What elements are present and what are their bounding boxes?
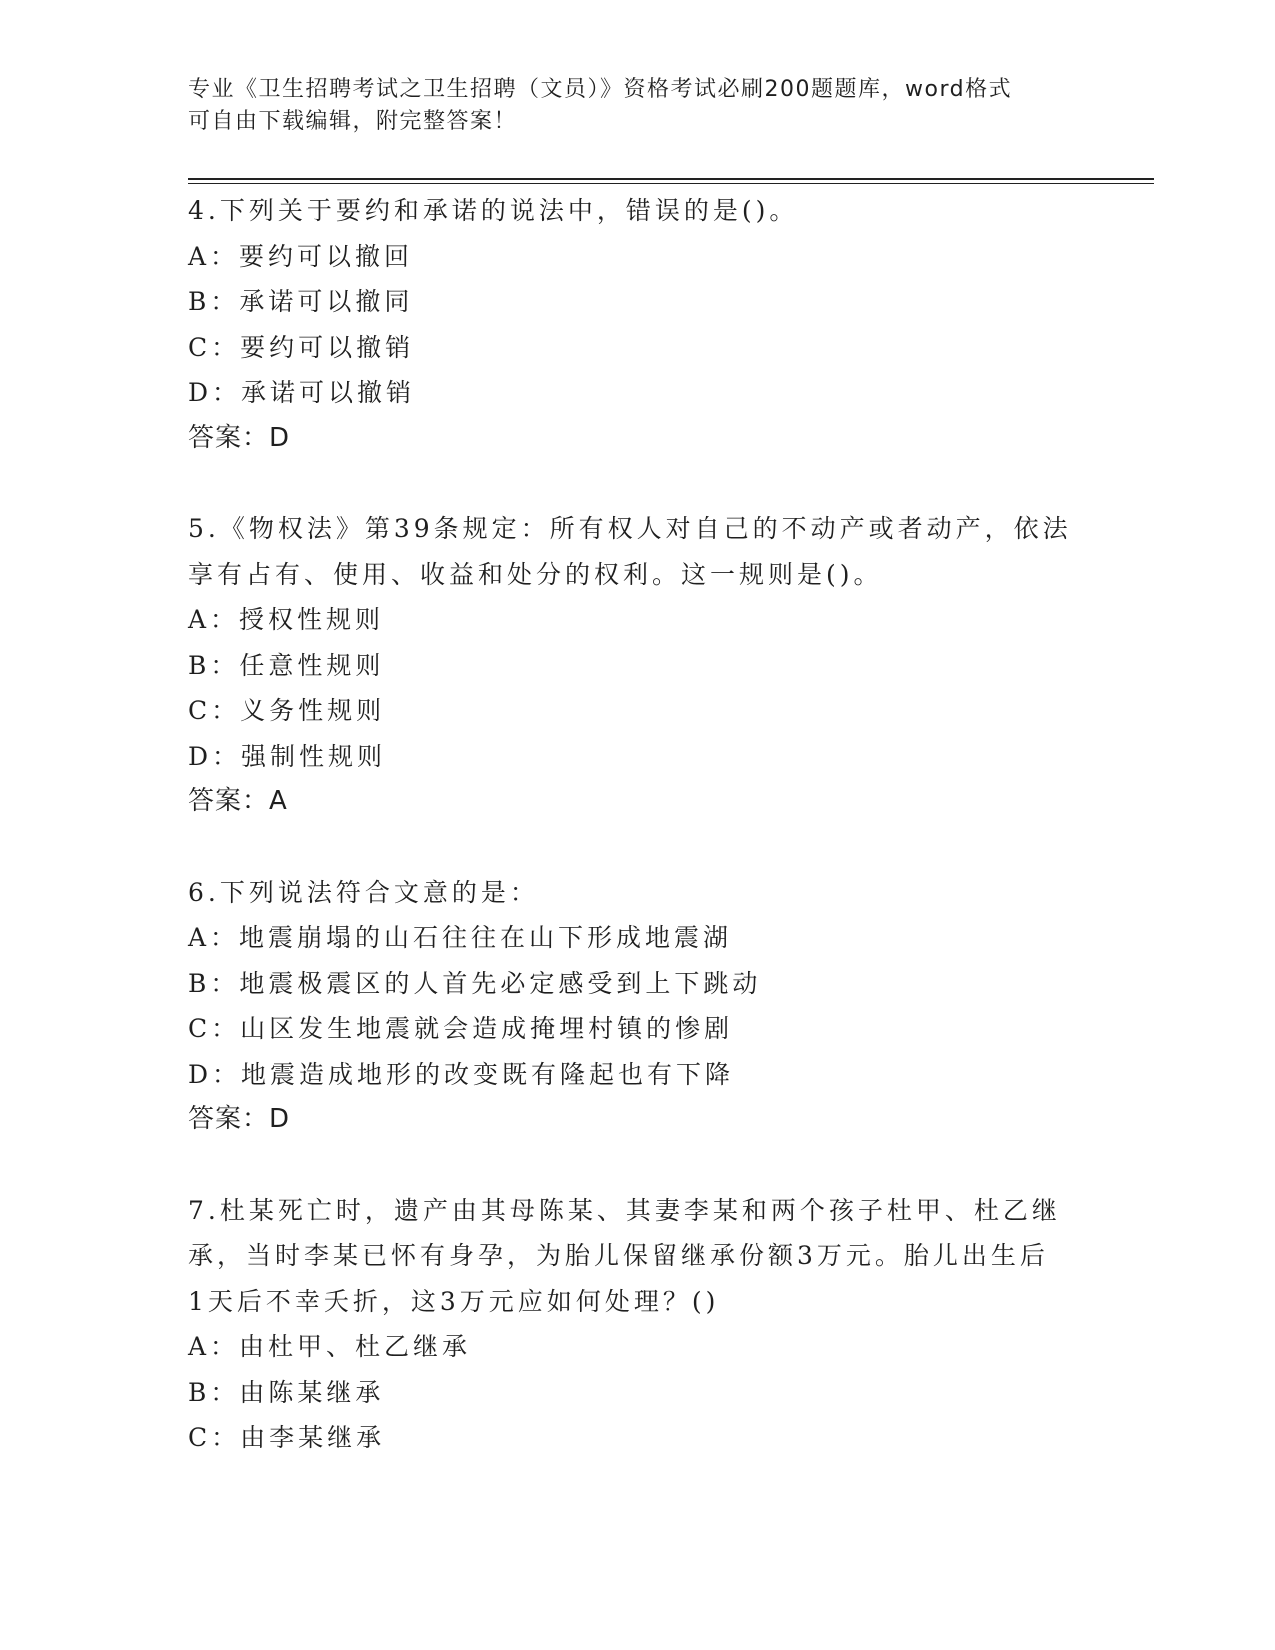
option-a: A：授权性规则 <box>188 605 385 634</box>
header-line-2: 可自由下载编辑，附完整答案！ <box>188 109 518 134</box>
question-4 <box>188 188 1088 461</box>
option-d: D：强制性规则 <box>188 741 387 771</box>
question-stem: 6.下列说法符合文意的是： <box>188 877 539 907</box>
question-stem-continued: 享有占有、使用、收益和处分的权利。这一规则是()。 <box>188 559 883 589</box>
question-spacer <box>188 461 1088 506</box>
question-stem: 5.《物权法》第39条规定：所有权人对自己的不动产或者动产，依法 <box>188 514 1072 543</box>
option-c: C：要约可以撤销 <box>188 332 415 362</box>
question-spacer <box>188 825 1088 870</box>
answer: 答案：D <box>188 1104 291 1134</box>
answer: 答案：D <box>188 422 291 453</box>
option-b: B：地震极震区的人首先必定感受到上下跳动 <box>188 968 762 998</box>
option-b: B：承诺可以撤同 <box>188 287 414 316</box>
option-d: D：地震造成地形的改变既有隆起也有下降 <box>188 1059 735 1089</box>
option-a: A：由杜甲、杜乙继承 <box>188 1332 472 1361</box>
option-c: C：山区发生地震就会造成掩埋村镇的惨剧 <box>188 1014 734 1043</box>
option-d: D：承诺可以撤销 <box>188 378 416 407</box>
question-spacer <box>188 1143 1088 1188</box>
option-b: B：由陈某继承 <box>188 1377 385 1407</box>
question-stem: 4.下列关于要约和承诺的说法中，错误的是()。 <box>188 196 799 225</box>
question-stem-continued: 1天后不幸夭折，这3万元应如何处理？() <box>188 1286 720 1316</box>
question-stem: 7.杜某死亡时，遗产由其母陈某、其妻李某和两个孩子杜甲、杜乙继 <box>188 1195 1061 1225</box>
question-stem-continued: 承，当时李某已怀有身孕，为胎儿保留继承份额3万元。胎儿出生后 <box>188 1241 1049 1270</box>
option-c: C：义务性规则 <box>188 696 386 725</box>
answer: 答案：A <box>188 786 288 816</box>
header-line-1: 专业《卫生招聘考试之卫生招聘（文员）》资格考试必刷200题题库，word格式 <box>188 77 1013 102</box>
option-a: A：地震崩塌的山石往往在山下形成地震湖 <box>188 923 733 952</box>
question-6 <box>188 870 1088 1143</box>
header-rule-thick <box>188 178 1154 180</box>
document-header <box>188 74 1088 138</box>
question-list <box>188 188 1088 1461</box>
option-b: B：任意性规则 <box>188 650 385 680</box>
header-rule-thin <box>188 183 1154 184</box>
option-a: A：要约可以撤回 <box>188 241 414 271</box>
option-c: C：由李某继承 <box>188 1423 386 1452</box>
question-7 <box>188 1188 1088 1461</box>
question-5 <box>188 506 1088 825</box>
